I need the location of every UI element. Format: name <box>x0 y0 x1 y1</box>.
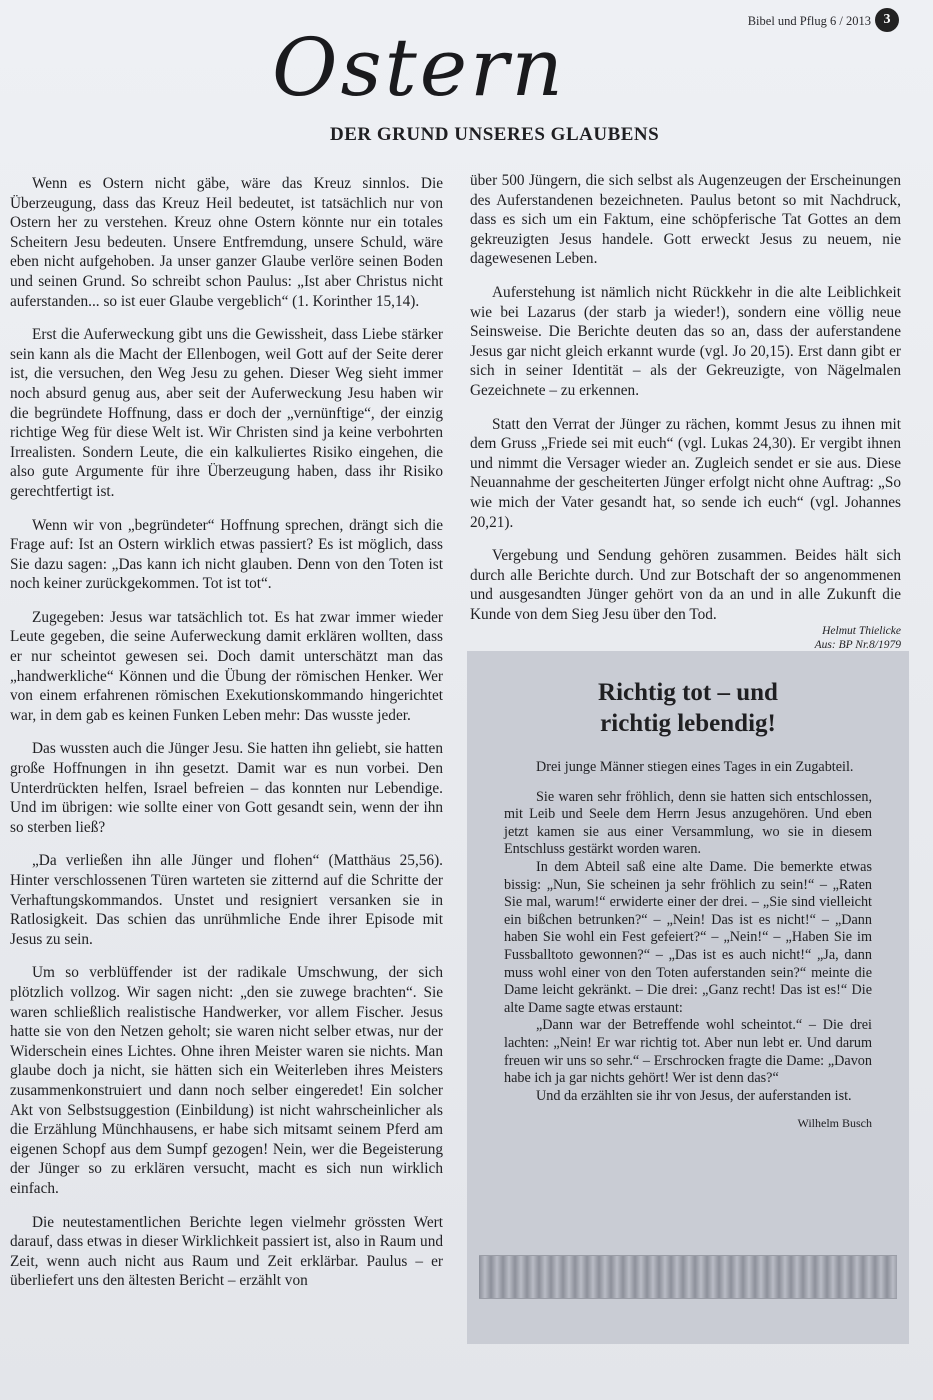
box-author: Wilhelm Busch <box>797 1116 872 1131</box>
box-title-line: richtig lebendig! <box>600 710 776 737</box>
article-title: Ostern <box>272 21 566 114</box>
box-paragraph: Sie waren sehr fröhlich, denn sie hatten sich entschlossen, mit Leib und Seele dem Herrn Jesus anzugehören. Und eben jetzt kamen sie aus einer Versammlung, wo sie in diesem Entschluss gestärkt worden waren. <box>504 788 872 858</box>
decorative-border <box>479 1255 897 1299</box>
box-title-line: Richtig tot – und <box>598 679 778 706</box>
issue-info: Bibel und Pflug 6 / 2013 <box>747 14 871 28</box>
box-paragraph: Und da erzählten sie ihr von Jesus, der auferstanden ist. <box>536 1087 852 1104</box>
page-number-badge: 3 <box>875 8 899 32</box>
paragraph: Vergebung und Sendung gehören zusammen. Beides hält sich durch alle Berichte durch. Und zur Botschaft der so angenommenen und ausgesandten Jünger gehört von da an und in alle Zukunft die Kunde von dem Sieg Jesu über den Tod. <box>470 547 901 623</box>
paragraph: Auferstehung ist nämlich nicht Rückkehr in die alte Leiblichkeit wie bei Lazarus (der starb ja wieder!), sondern eine völlig neue Seinsweise. Die Berichte deuten das so an, dass der auferstandene Jesus gar nicht gleich erkannt wurde (vgl. Jo 20,15). Erst dann gibt er sich in seiner Identität – als der Gekreuzigte, von Nägelmalen Gezeichnete – zu erkennen. <box>470 283 901 399</box>
paragraph: „Da verließen ihn alle Jünger und flohen“ (Matthäus 25,56). Hinter verschlossenen Türen warteten sie zitternd auf die Schritte der Verhaftungskommandos. Unstet und resigniert versanken sie in Ratlosigkeit. Das schien das unrühmliche Ende ihrer Episode mit Jesus zu sein. <box>10 852 443 948</box>
paragraph: Um so verblüffender ist der radikale Umschwung, der sich plötzlich vollzog. Wir sagen nicht: „den sie zuwege brachten“. Sie waren schließlich realistische Handwerker, vor allem Fischer. Jesus hatte sie von den Netzen geholt; sie waren nicht selber etwas, nur der Widerschein eines Lichtes. Ohne ihren Meister waren sie nichts. Man glaube doch ja nicht, sie hätten sich ein Weiterleben ihres Meisters zusammenkonstruiert und dann noch selber eingeredet! Ein solcher Akt von Selbstsuggestion (Einbildung) ist nicht wahrscheinlicher als die Erzählung Münchhausens, er habe sich mitsamt seinem Pferd am eigenen Schopf aus dem Sumpf gezogen! Nein, wer die Begeisterung der Jünger so zu erklären versucht, macht es sich nun wirklich einfach. <box>10 964 443 1197</box>
box-text <box>504 759 872 1133</box>
paragraph: Statt den Verrat der Jünger zu rächen, kommt Jesus zu ihnen mit dem Gruss „Friede sei mit euch“ (vgl. Lukas 24,30). Er vergibt ihnen und nimmt die Versager wieder an. Zugleich sendet er sie aus. Diese Neuannahme der gescheiterten Jünger erfolgt nicht ohne Auftrag: „So wie mich der Vater gesandt hat, so sende ich euch“ (vgl. Johannes 20,21). <box>470 415 901 531</box>
paragraph: Erst die Auferweckung gibt uns die Gewissheit, dass Liebe stärker sein kann als die Macht der Ellenbogen, weil Gott auf der Seite derer ist, die versuchen, den Weg Jesu zu gehen. Dieser Weg sieht immer noch absurd genug aus, aber seit der Auferweckung Jesu haben wir die begründete Hoffnung, dass er doch der „vernünftige“, der einzig richtige Weg für diese Welt ist. Wir Christen sind ja keine verbohrten Irrealisten. Sondern Leute, die ein kalkuliertes Risiko eingehen, die also gute Argumente für ihre Überzeugung haben, dass ihr Risiko gerechtfertigt ist. <box>10 326 443 500</box>
left-column <box>10 174 443 1305</box>
article-author: Helmut Thielicke <box>822 625 901 638</box>
article-subtitle: DER GRUND UNSERES GLAUBENS <box>330 124 660 145</box>
box-title <box>467 677 909 739</box>
paragraph: Zugegeben: Jesus war tatsächlich tot. Es hat zwar immer wieder Leute gegeben, die seine Auferweckung damit erklären wollten, dass er nur scheintot gewesen sei. Doch damit unterschätzt man das „handwerkliche“ Können und die Übung der römischen Henker. Wer von einem erfahrenen römischen Exekutionskommando hingerichtet war, in dem gab es keinen Funken Leben mehr: Das wusste jeder. <box>10 608 443 724</box>
box-paragraph: Drei junge Männer stiegen eines Tages in ein Zugabteil. <box>536 759 854 775</box>
right-column <box>470 171 901 652</box>
paragraph: Wenn es Ostern nicht gäbe, wäre das Kreuz sinnlos. Die Überzeugung, dass das Kreuz Heil bedeutet, ist tatsächlich nur von Ostern her zu verstehen. Kreuz ohne Ostern könnte nur ein totales Scheitern Jesu bedeuten. Unsere Entfremdung, unsere Schuld, wäre eben nicht aufgehoben. Ja unser ganzer Glaube verlöre seinen Boden und seinen Grund. So schreibt schon Paulus: „Ist aber Christus nicht auferstanden... so ist euer Glaube vergeblich“ (1. Korinther 15,14). <box>10 175 443 310</box>
paragraph: Die neutestamentlichen Berichte legen vielmehr grössten Wert darauf, dass etwas in dieser Wirklichkeit passiert ist, also in Raum und Zeit, wenn auch nicht aus Raum und Zeit erklärbar. Paulus – er überliefert uns den ältesten Bericht – erzählt von <box>10 1213 443 1290</box>
paragraph: Das wussten auch die Jünger Jesu. Sie hatten ihn geliebt, sie hatten große Hoffnungen in ihn gesetzt. Damit war es nun vorbei. Den Unterdrückten helfen, Israel befreien – das konnten nur Lebendige. Und im übrigen: wie sollte einer von Gott gesandt sein, wenn der ihn so sterben ließ? <box>10 740 443 836</box>
box-paragraph: In dem Abteil saß eine alte Dame. Die bemerkte etwas bissig: „Nun, Sie scheinen ja sehr fröhlich zu sein!“ – „Raten Sie mal, warum!“ erwiderte einer der drei. – „Sie sind vielleicht ein bißchen betrunken?“ – „Nein! Das ist es nicht!“ – „Dann haben Sie wohl ein Fest gefeiert?“ – „Nein!“ – „Haben Sie im Fussballtoto gewonnen?“ – „Das ist es auch nicht!“ „Ja, dann muss wohl einer von den Toten auferstanden sein?“ meinte die Dame leicht gekränkt. – Die drei: „Ganz recht! Das ist es!“ Die alte Dame sagte etwas erstaunt: <box>504 858 872 1016</box>
box-paragraph: „Dann war der Betreffende wohl scheintot.“ – Die drei lachten: „Nein! Er war richtig tot. Aber nun lebt er. Und darum freuen wir uns so sehr.“ – Erschrocken fragte die Dame: „Davon habe ich ja gar nichts gehört! Wer ist denn das?“ <box>504 1017 872 1087</box>
story-box <box>467 651 909 1344</box>
paragraph: Wenn wir von „begründeter“ Hoffnung sprechen, drängt sich die Frage auf: Ist an Ostern wirklich etwas passiert? Es ist möglich, dass Sie dazu sagen: „Das kann ich nicht glauben. Denn von den Toten ist noch keiner zurückgekommen. Tot ist tot“. <box>10 516 443 593</box>
paragraph-continuation: über 500 Jüngern, die sich selbst als Augenzeugen der Erscheinungen des Auferstandenen bezeichneten. Paulus betont so mit Nachdruck, dass es sich um ein Faktum, eine schöpferische Tat Gottes an dem gekreuzigten Jesus handele. Gott erweckt Jesus zu neuem, nie dagewesenen Leben. <box>470 172 901 268</box>
article-source: Aus: BP Nr.8/1979 <box>814 639 901 652</box>
